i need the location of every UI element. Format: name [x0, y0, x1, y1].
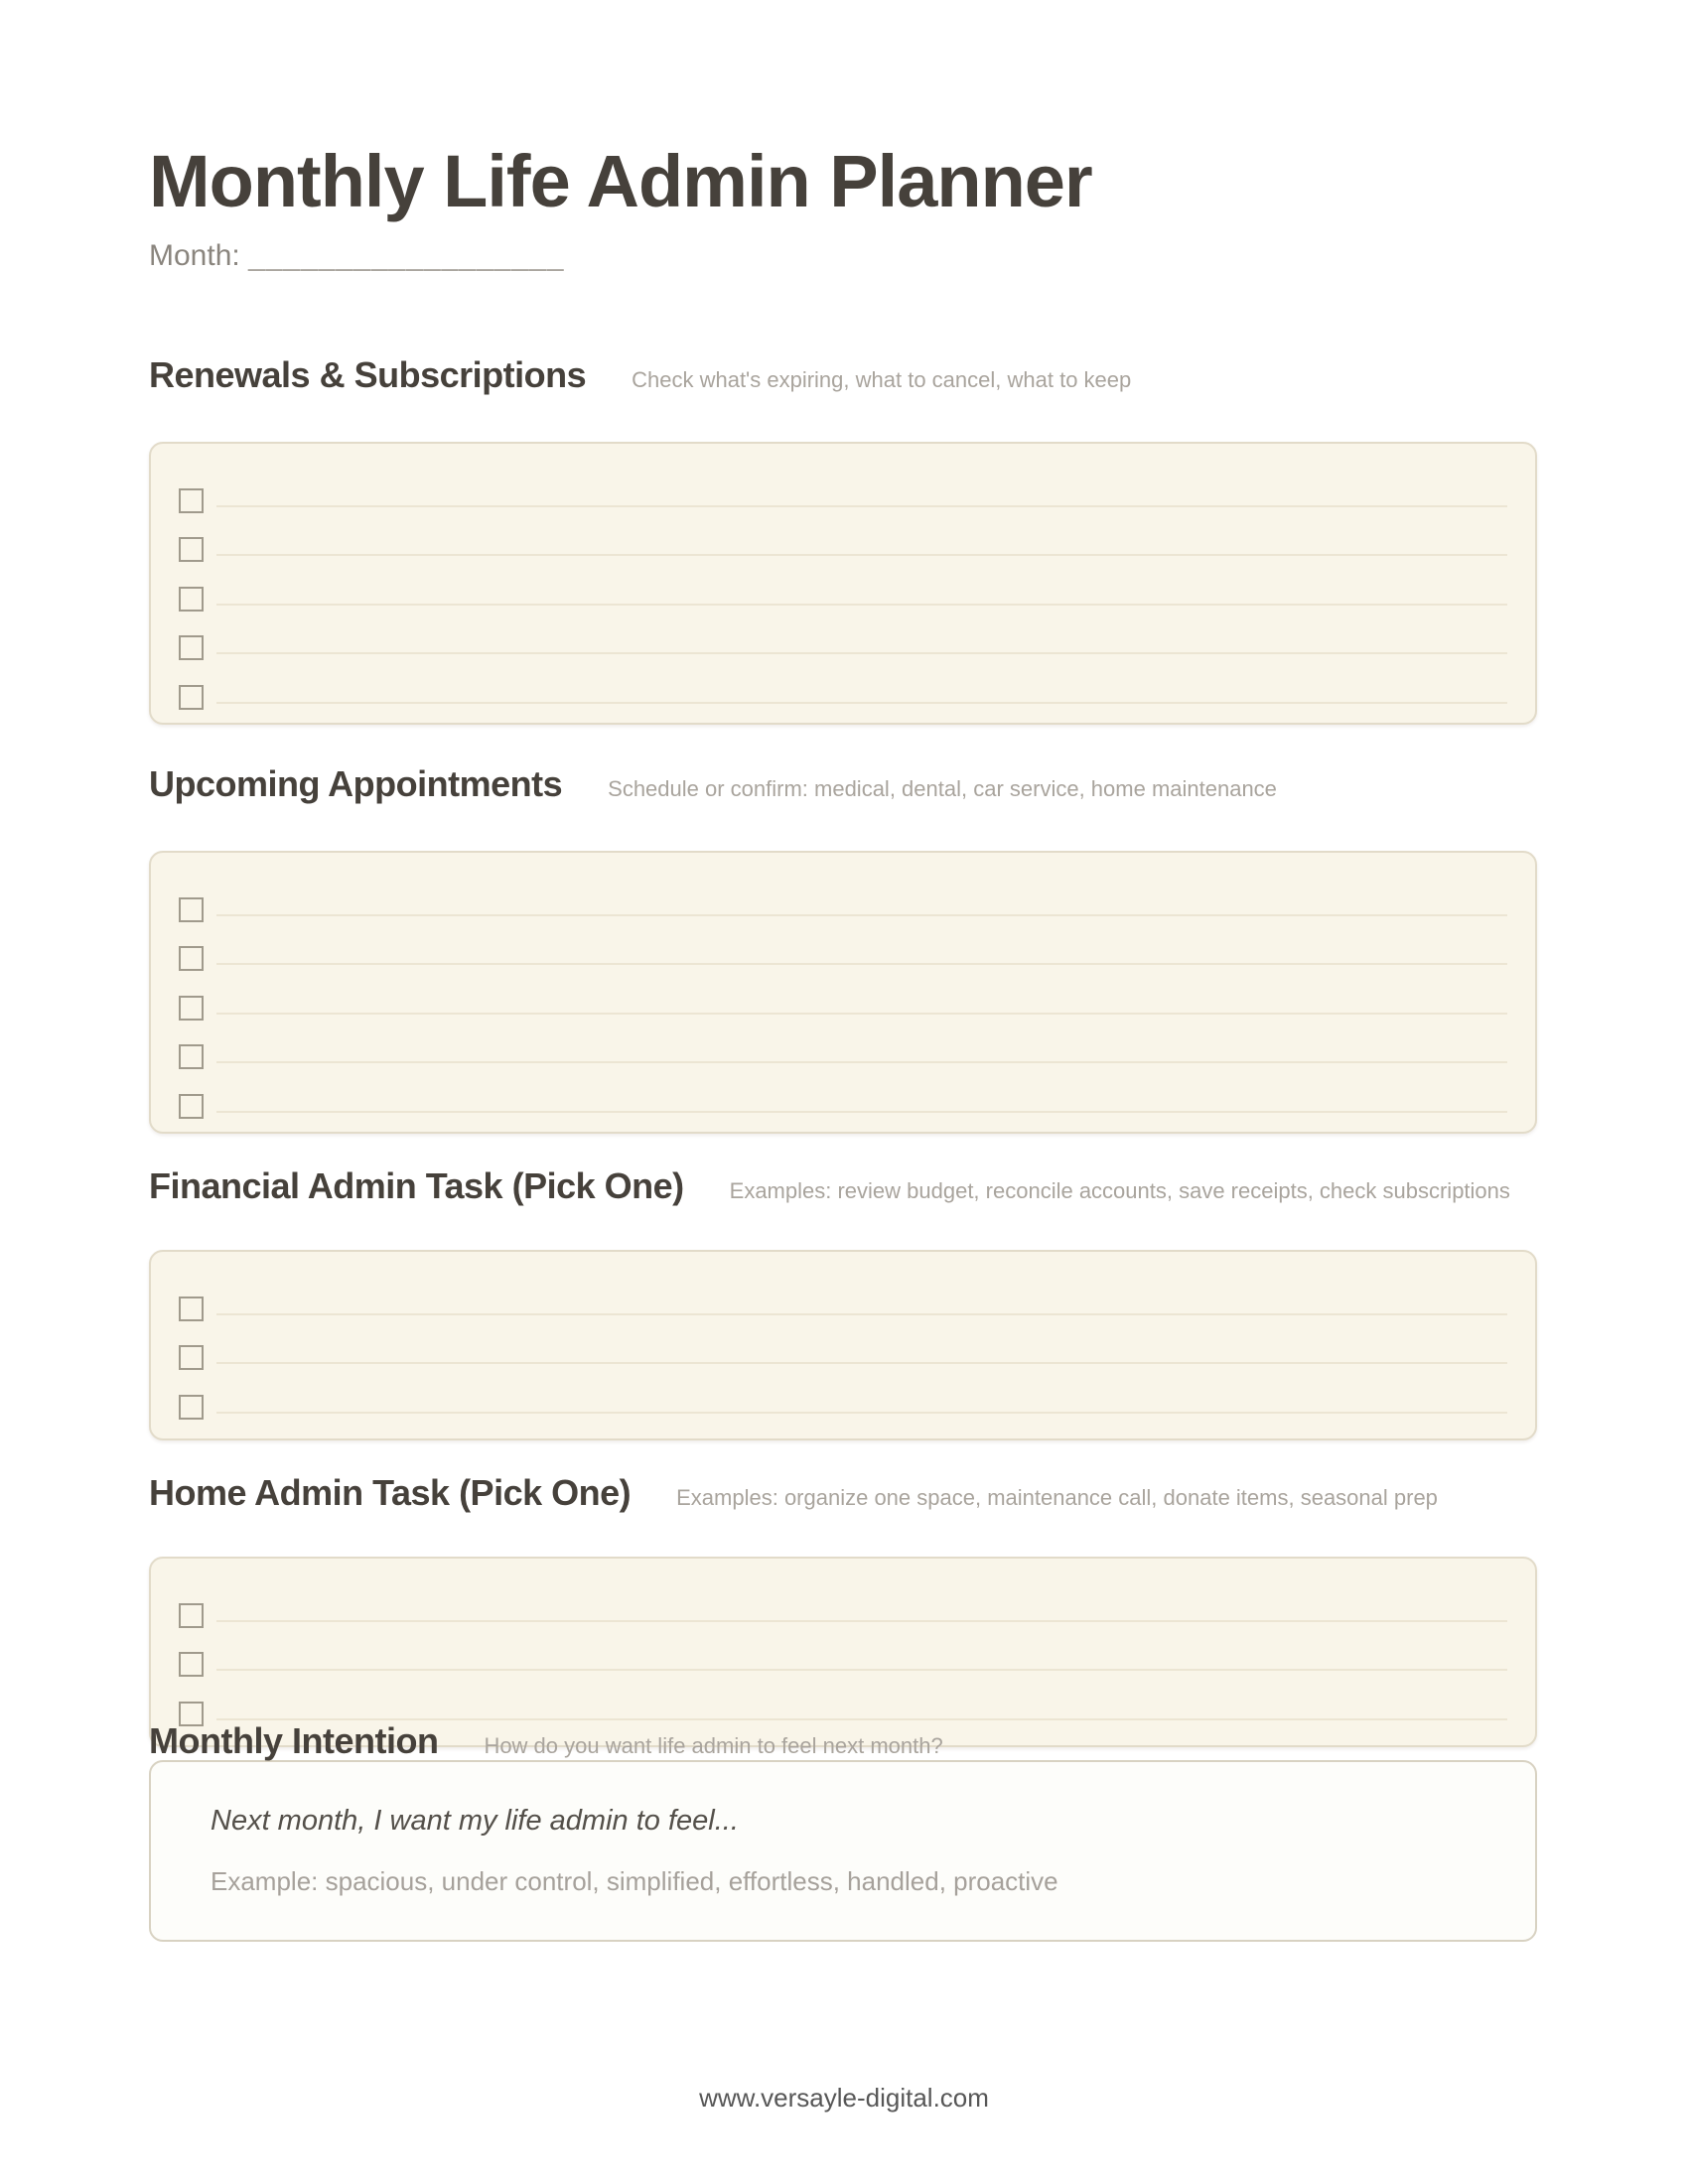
write-in-line[interactable]: [216, 1013, 1507, 1015]
intention-prompt: Next month, I want my life admin to feel...: [211, 1805, 739, 1838]
write-in-line[interactable]: [216, 1061, 1507, 1063]
checkbox[interactable]: [179, 635, 204, 660]
checklist-row: [151, 1378, 1535, 1428]
section-hint: How do you want life admin to feel next month?: [484, 1733, 943, 1758]
checkbox[interactable]: [179, 1094, 204, 1119]
section-hint: Schedule or confirm: medical, dental, car service, home maintenance: [608, 776, 1277, 801]
section-header: [149, 1471, 1537, 1514]
write-in-line[interactable]: [216, 1412, 1507, 1414]
checklist-box: [149, 1250, 1537, 1440]
checklist-row: [151, 619, 1535, 669]
section-header: [149, 1164, 1537, 1207]
checkbox[interactable]: [179, 1044, 204, 1069]
section-hint: Check what's expiring, what to cancel, what to keep: [632, 367, 1132, 392]
write-in-line[interactable]: [216, 604, 1507, 606]
checklist-box: [149, 442, 1537, 725]
checklist-row: [151, 1077, 1535, 1127]
section-header: [149, 353, 1537, 396]
checkbox[interactable]: [179, 1603, 204, 1628]
section-header: [149, 762, 1537, 805]
write-in-line[interactable]: [216, 1313, 1507, 1315]
section-home: [149, 1471, 1537, 1747]
checkbox[interactable]: [179, 1345, 204, 1370]
checklist-row: [151, 521, 1535, 571]
section-title: Renewals & Subscriptions: [149, 354, 587, 395]
intention-box[interactable]: [149, 1760, 1537, 1942]
section-renewals: [149, 353, 1537, 725]
checkbox[interactable]: [179, 685, 204, 710]
section-title: Upcoming Appointments: [149, 763, 563, 804]
month-blank-line[interactable]: __________________: [248, 239, 565, 272]
checkbox[interactable]: [179, 488, 204, 513]
intention-example: Example: spacious, under control, simplified, effortless, handled, proactive: [211, 1865, 1058, 1896]
checklist-row: [151, 1280, 1535, 1329]
section-hint: Examples: review budget, reconcile accounts, save receipts, check subscriptions: [729, 1178, 1510, 1203]
footer-url: www.versayle-digital.com: [699, 2083, 989, 2113]
page-title: Monthly Life Admin Planner: [149, 140, 1092, 222]
checkbox[interactable]: [179, 1652, 204, 1677]
checklist-row: [151, 668, 1535, 718]
section-intention: [149, 1719, 1537, 1942]
month-field-row: [149, 238, 564, 274]
checkbox[interactable]: [179, 1297, 204, 1321]
write-in-line[interactable]: [216, 702, 1507, 704]
write-in-line[interactable]: [216, 1620, 1507, 1622]
write-in-line[interactable]: [216, 914, 1507, 916]
section-header: [149, 1719, 1537, 1762]
section-appointments: [149, 762, 1537, 1134]
checklist-row: [151, 881, 1535, 930]
month-label: Month:: [149, 239, 240, 272]
write-in-line[interactable]: [216, 505, 1507, 507]
checklist-box: [149, 851, 1537, 1134]
checkbox[interactable]: [179, 1395, 204, 1420]
write-in-line[interactable]: [216, 963, 1507, 965]
checklist-row: [151, 1636, 1535, 1686]
checklist-row: [151, 570, 1535, 619]
checklist-row: [151, 979, 1535, 1028]
checklist-row: [151, 1028, 1535, 1078]
checkbox[interactable]: [179, 587, 204, 612]
write-in-line[interactable]: [216, 554, 1507, 556]
write-in-line[interactable]: [216, 652, 1507, 654]
checklist-row: [151, 472, 1535, 521]
checkbox[interactable]: [179, 996, 204, 1021]
write-in-line[interactable]: [216, 1669, 1507, 1671]
checkbox[interactable]: [179, 537, 204, 562]
section-financial: [149, 1164, 1537, 1440]
checklist-row: [151, 930, 1535, 980]
write-in-line[interactable]: [216, 1111, 1507, 1113]
checkbox[interactable]: [179, 897, 204, 922]
checkbox[interactable]: [179, 946, 204, 971]
section-hint: Examples: organize one space, maintenance call, donate items, seasonal prep: [676, 1485, 1438, 1510]
section-title: Home Admin Task (Pick One): [149, 1472, 632, 1513]
section-title: Monthly Intention: [149, 1720, 439, 1761]
write-in-line[interactable]: [216, 1362, 1507, 1364]
section-title: Financial Admin Task (Pick One): [149, 1165, 684, 1206]
checklist-row: [151, 1586, 1535, 1636]
checklist-row: [151, 1329, 1535, 1379]
